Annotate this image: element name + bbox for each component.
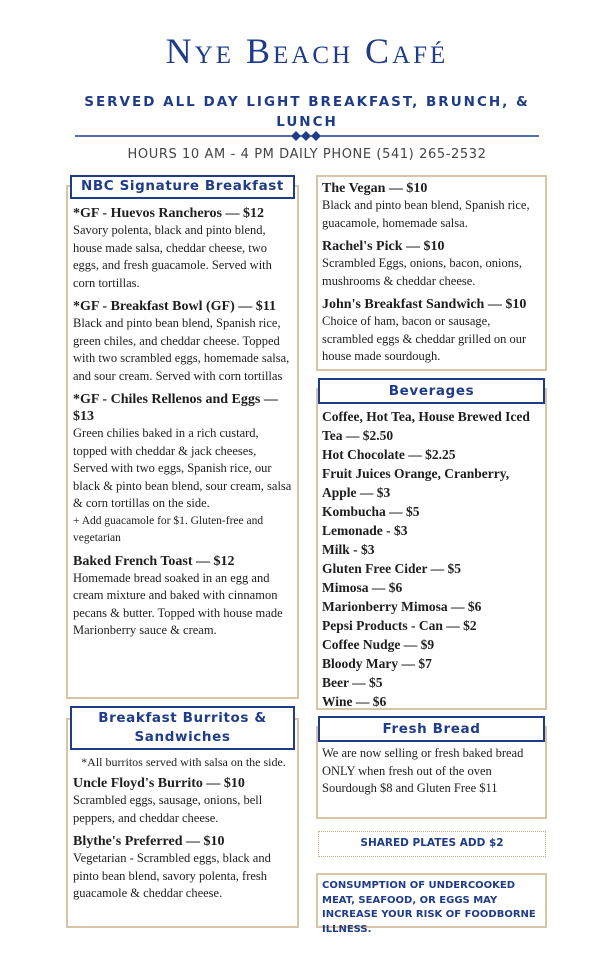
item-name: Uncle Floyd's Burrito — $10 (73, 776, 245, 791)
beverage-item: Gluten Free Cider — $5 (322, 561, 461, 576)
signature-heading: NBC Signature Breakfast (70, 175, 295, 199)
item-name: *GF - Breakfast Bowl (GF) — $11 (73, 299, 276, 314)
menu-item (322, 180, 542, 232)
burritos-items (73, 754, 294, 909)
item-name: John's Breakfast Sandwich — $10 (322, 297, 527, 312)
menu-item (73, 775, 294, 827)
item-desc: Scrambled Eggs, onions, bacon, onions, mushrooms & cheddar cheese. (322, 256, 522, 288)
shared-plates-note: SHARED PLATES ADD $2 (360, 837, 504, 849)
menu-item (73, 391, 294, 547)
item-desc: Green chilies baked in a rich custard, topped with cheddar & jack cheeses, Served with two eggs, Spanish rice, our black & pinto bean blend, sour cream, salsa & corn tortillas on the side. (73, 426, 292, 510)
item-name: The Vegan — $10 (322, 181, 428, 196)
item-desc: Vegetarian - Scrambled eggs, black and pinto bean blend, savory polenta, fresh guacamole & cheddar cheese. (73, 851, 271, 900)
item-note: + Add guacamole for $1. Gluten-free and vegetarian (73, 514, 264, 544)
item-name: *GF - Huevos Rancheros — $12 (73, 206, 264, 221)
beverage-item: Beer — $5 (322, 675, 383, 690)
burritos-heading: Breakfast Burritos & Sandwiches (70, 706, 295, 750)
item-name: Baked French Toast — $12 (73, 553, 235, 569)
item-desc: Black and pinto bean blend, Spanish rice, guacamole, homemade salsa. (322, 198, 530, 230)
beverage-item: Lemonade - $3 (322, 523, 408, 538)
specials-items (322, 180, 542, 372)
beverage-list (322, 407, 544, 711)
beverage-item: Pepsi Products - Can — $2 (322, 618, 477, 633)
beverage-item: Kombucha — $5 (322, 504, 420, 519)
item-desc: Scrambled eggs, sausage, onions, bell peppers, and cheddar cheese. (73, 793, 263, 825)
menu-item (73, 553, 294, 640)
menu-item (322, 238, 542, 290)
menu-item (73, 205, 294, 292)
beverage-item: Fruit Juices Orange, Cranberry, Apple — $3 (322, 466, 510, 500)
diamond-divider (75, 131, 539, 141)
beverage-item: Bloody Mary — $7 (322, 656, 432, 671)
item-desc: Savory polenta, black and pinto blend, house made salsa, cheddar cheese, two eggs, and fresh guacamole. Served with corn tortillas. (73, 223, 272, 290)
item-name: Blythe's Preferred — $10 (73, 834, 225, 849)
beverage-item: Hot Chocolate — $2.25 (322, 447, 456, 462)
beverage-item: Milk - $3 (322, 542, 375, 557)
subtitle: SERVED ALL DAY LIGHT BREAKFAST, BRUNCH, & LUNCH (84, 94, 530, 130)
item-desc: Homemade bread soaked in an egg and cream mixture and baked with cinnamon pecans & butter. Topped with house made Marionberry sauce & cream. (73, 570, 283, 637)
beverage-item: Marionberry Mimosa — $6 (322, 599, 482, 614)
beverage-item: Coffee Nudge — $9 (322, 637, 435, 652)
beverages-heading: Beverages (318, 378, 545, 404)
signature-items (73, 205, 294, 646)
hours-phone: HOURS 10 AM - 4 PM DAILY PHONE (541) 265-2532 (127, 147, 487, 162)
item-name: Rachel's Pick — $10 (322, 239, 445, 254)
menu-item (73, 298, 294, 385)
bread-heading: Fresh Bread (318, 716, 545, 742)
item-desc: Black and pinto bean blend, Spanish rice, green chiles, and cheddar cheese. Topped with two scrambled eggs, homemade salsa, and sour cream. Served with corn tortillas (73, 316, 290, 383)
burrito-note: *All burritos served with salsa on the side. (81, 755, 286, 769)
item-name: *GF - Chiles Rellenos and Eggs — $13 (73, 392, 278, 424)
bread-text: We are now selling or fresh baked bread ONLY when fresh out of the oven Sourdough $8 and Gluten Free $11 (322, 746, 524, 795)
beverage-item: Wine — $6 (322, 694, 387, 709)
beverage-item: Mimosa — $6 (322, 580, 403, 595)
menu-item (322, 296, 542, 366)
foodborne-warning: CONSUMPTION OF UNDERCOOKED MEAT, SEAFOOD, OR EGGS MAY INCREASE YOUR RISK OF FOODBORNE ILLNESS. (322, 880, 536, 935)
page-title: Nye Beach Café (165, 31, 449, 71)
item-desc: Choice of ham, bacon or sausage, scrambled eggs & cheddar grilled on our house made sourdough. (322, 314, 527, 363)
beverage-item: Coffee, Hot Tea, House Brewed Iced Tea — $2.50 (322, 409, 530, 443)
menu-item (73, 833, 294, 903)
